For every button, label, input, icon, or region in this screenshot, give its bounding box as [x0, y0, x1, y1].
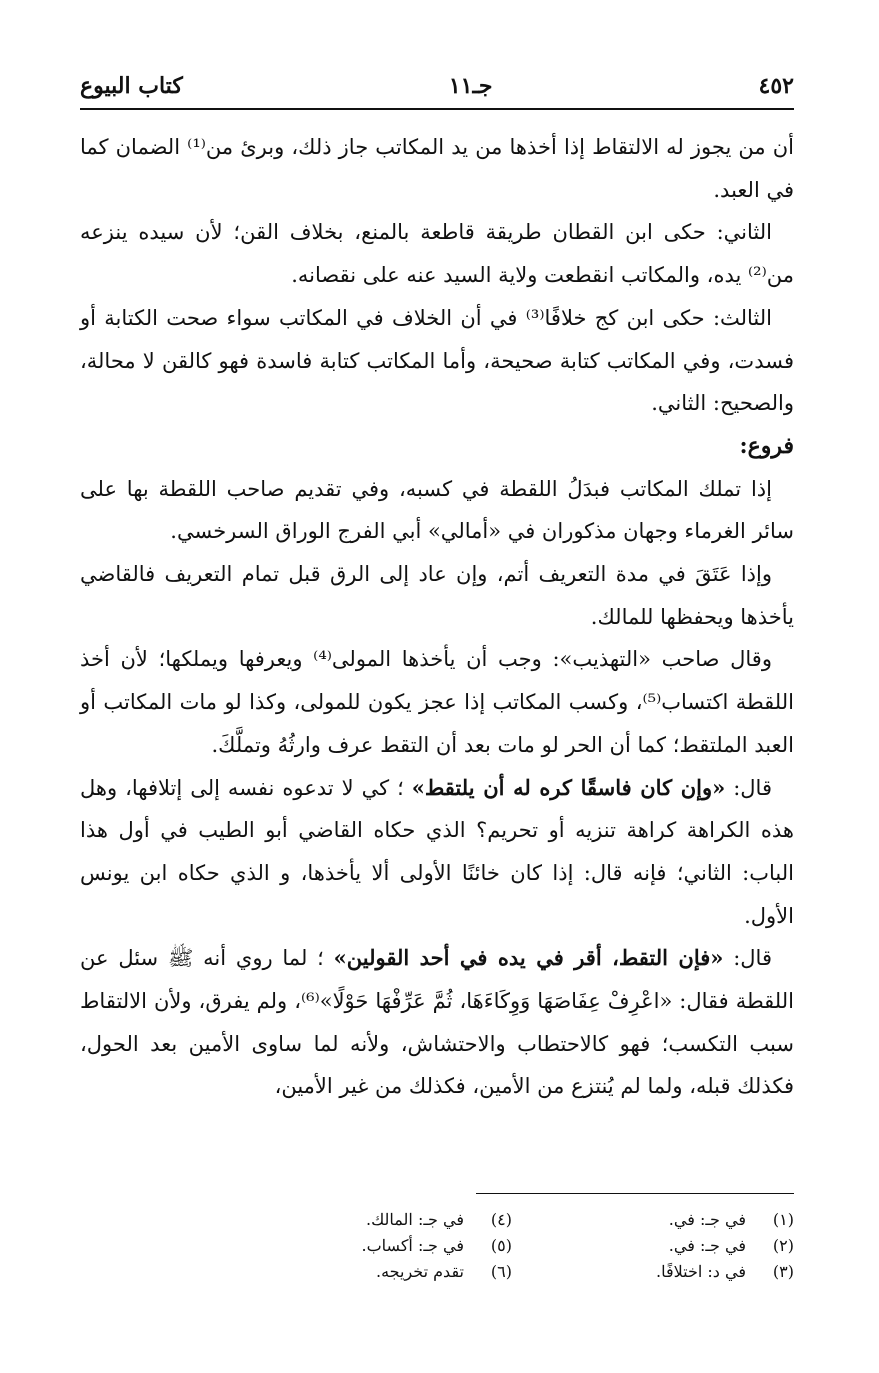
footnote-number: (١)	[772, 1209, 794, 1229]
footnote-text: في جـ: أكساب.	[361, 1235, 464, 1255]
paragraph-3: الثالث: حكى ابن كج خلافًا⁽³⁾ في أن الخلاف في المكاتب سواء صحت الكتابة أو فسدت، وفي المكاتب كتابة صحيحة، وأما المكاتب كتابة فاسدة فهو كالقن لا محالة، والصحيح: الثاني.	[80, 305, 794, 416]
footnote-number: (٣)	[772, 1261, 794, 1281]
section-heading: فروع:	[739, 432, 794, 459]
volume-label: جـ١١	[448, 73, 493, 99]
paragraph-2: الثاني: حكى ابن القطان طريقة قاطعة بالمنع، بخلاف القن؛ لأن سيده ينزعه من⁽²⁾ يده، والمكاتب انقطعت ولاية السيد عنه على نقصانه.	[80, 220, 794, 288]
paragraph-4: إذا تملك المكاتب فبدَلُ اللقطة في كسبه، وفي تقديم صاحب اللقطة بها على سائر الغرماء وجهان مذكوران في «أمالي» أبي الفرج الوراق السرخسي.	[80, 476, 794, 544]
footnote-number: (٥)	[490, 1235, 512, 1255]
footnote-number: (٤)	[490, 1209, 512, 1229]
footnote-4	[230, 1206, 512, 1232]
paragraph-8-rest: ؛ لما روي أنه ﷺ سئل عن اللقطة فقال: «اعْرِفْ عِفَاصَهَا وَوِكَاءَهَا، ثُمَّ عَرِّفْهَا حَوْلًا»⁽⁶⁾، ولم يفرق، ولأن الالتقاط سبب التكسب؛ فهو كالاحتطاب والاحتشاش، ولأنه لما ساوى الأمين بعد الحول، فكذلك قبله، ولما لم يُنتزع من الأمين، فكذلك من غير الأمين،	[80, 946, 794, 1099]
paragraph-8-quote: «فإن التقط، أقر في يده في أحد القولين»	[333, 945, 724, 971]
footnote-number: (٦)	[490, 1261, 512, 1281]
paragraph-6: وقال صاحب «التهذيب»: وجب أن يأخذها المولى⁽⁴⁾ ويعرفها ويملكها؛ لأن أخذ اللقطة اكتساب⁽⁵⁾، وكسب المكاتب إذا عجز يكون للمولى، وكذا لو مات المكاتب أو العبد الملتقط؛ كما أن الحر لو مات بعد أن التقط عرف وارثُهُ وتملَّكَ.	[80, 647, 794, 757]
footnote-text: في جـ: في.	[668, 1235, 746, 1255]
footnote-5	[230, 1232, 512, 1258]
footnote-divider	[476, 1193, 794, 1194]
running-header	[80, 68, 794, 104]
main-text	[80, 126, 794, 1108]
paragraph-7-quote: «وإن كان فاسقًا كره له أن يلتقط»	[411, 774, 726, 800]
paragraph-7-rest: ؛ كي لا تدعوه نفسه إلى إتلافها، وهل هذه الكراهة كراهة تنزيه أو تحريم؟ الذي حكاه القاضي أبو الطيب في أول هذا الباب: الثاني؛ فإنه قال: إذا كان خائنًا الأولى ألا يأخذها، و الذي حكاه ابن يونس الأول.	[80, 775, 794, 928]
book-title: كتاب البيوع	[80, 73, 183, 99]
header-divider	[80, 108, 794, 110]
paragraph-7-lead: قال:	[725, 775, 772, 800]
footnote-text: في جـ: المالك.	[365, 1209, 464, 1229]
paragraph-8	[80, 937, 794, 1108]
paragraph-5: وإذا عَتَقَ في مدة التعريف أتم، وإن عاد إلى الرق قبل تمام التعريف فالقاضي يأخذها ويحفظها للمالك.	[80, 562, 794, 629]
footnote-6	[230, 1258, 512, 1284]
footnote-text: في جـ: في.	[668, 1209, 746, 1229]
page-number: ٤٥٢	[758, 73, 794, 99]
footnote-2	[512, 1232, 794, 1258]
footnote-text: في د: اختلافًا.	[656, 1261, 746, 1281]
footnote-1	[512, 1206, 794, 1232]
paragraph-8-lead: قال:	[723, 946, 772, 971]
paragraph-7	[80, 767, 794, 938]
paragraph-1: أن من يجوز له الالتقاط إذا أخذها من يد المكاتب جاز ذلك، وبرئ من⁽¹⁾ الضمان كما في العبد.	[80, 135, 794, 202]
footnote-text: تقدم تخريجه.	[376, 1261, 464, 1281]
footnotes	[230, 1206, 794, 1284]
footnote-number: (٢)	[772, 1235, 794, 1255]
footnote-3	[512, 1258, 794, 1284]
